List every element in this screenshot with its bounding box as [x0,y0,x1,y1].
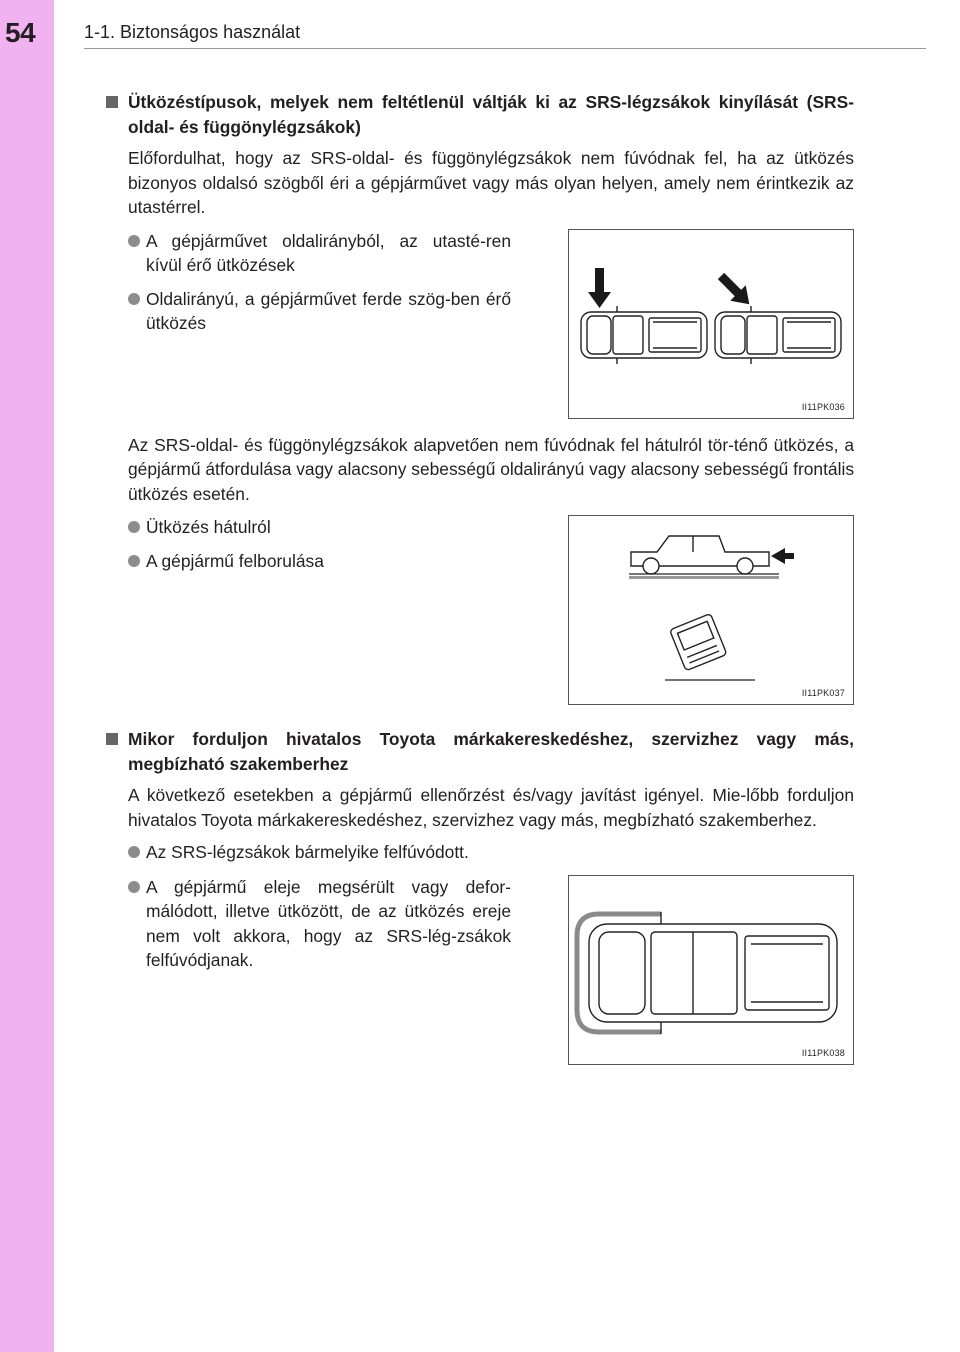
middle-paragraph: Az SRS-oldal- és függönylégzsákok alapvetően nem fúvódnak fel hátulról tör-ténő ütközés, a gépjármű átfordulása vagy alacsony sebességű oldalirányú vagy alacsony sebességű frontális ütközés esetén. [128,434,855,504]
square-bullet-icon [106,733,118,745]
intro-paragraph: Előfordulhat, hogy az SRS-oldal- és függönylégzsákok nem fúvódnak fel, ha az ütközés bizonyos oldalsó szögből éri a gépjárművet vagy más olyan helyen, amely nem érintkezik az utastérrel. [128,148,854,217]
section-heading-collision-types [106,90,854,140]
figure-code: II11PK038 [801,1047,845,1058]
list-item-text: Az SRS-légzsákok bármelyike felfúvódott. [146,842,469,862]
dealer-paragraph: A következő esetekben a gépjármű ellenőrzést és/vagy javítást igényel. Mie-lőbb forduljon hivatalos Toyota márkakereskedéshez, szervizhez vagy más, megbízható szakemberhez. [128,785,854,830]
list-item-text: A gépjármű eleje megsérült vagy defor-málódott, illetve ütközött, de az ütközés ereje nem volt akkora, hogy az SRS-lég-zsákok felfúvódjanak. [146,876,511,970]
list-item [126,229,511,278]
round-bullet-icon [128,846,140,858]
list-item [126,875,511,973]
list-item-text: Oldalirányú, a gépjárművet ferde szög-ben érő ütközés [146,288,511,333]
arrow-down-icon [588,292,611,308]
figure-row-side-collision [106,229,854,419]
figure-row-rear-rollover [106,515,854,705]
side-impact-illustration [569,230,853,418]
round-bullet-icon [128,293,140,305]
figure-front-damage [568,875,854,1065]
figure-code: II11PK036 [801,401,845,412]
arrow-left-icon [771,548,785,564]
round-bullet-icon [128,235,140,247]
figure-row-front-damage [106,875,854,1065]
list-item [126,287,511,336]
list-item-text: Ütközés hátulról [146,517,271,537]
pickup-top-view-icon [581,306,707,364]
rear-rollover-illustration [569,516,853,704]
heading-text: Ütközéstípusok, melyek nem feltétlenül váltják ki az SRS-légzsákok kinyílását (SRS-oldal- és függönylégzsákok) [128,92,854,137]
section-title: 1-1. Biztonságos használat [84,22,301,42]
header-divider [84,48,926,49]
list-item [126,549,511,574]
page-number: 54 [5,17,36,48]
list-item [126,840,854,865]
list-item-text: A gépjárművet oldalirányból, az utasté-ren kívül érő ütközések [146,230,511,275]
heading-text: Mikor forduljon hivatalos Toyota márkakereskedéshez, szervizhez vagy más, megbízható szakemberhez [128,729,854,774]
pickup-top-view-icon [715,306,841,364]
pickup-top-view-icon [589,912,837,1034]
figure-rear-and-rollover [568,515,854,705]
round-bullet-icon [128,555,140,567]
section-heading-contact-dealer [106,727,854,777]
list-item-text: A gépjármű felborulása [146,550,324,571]
list-item [126,515,511,540]
figure-side-impact [568,229,854,419]
square-bullet-icon [106,96,118,108]
side-tab [0,0,54,1352]
pickup-side-view-icon [631,536,769,574]
overturned-pickup-icon [670,614,727,671]
page-content [106,90,854,1065]
figure-code: II11PK037 [801,688,845,698]
round-bullet-icon [128,881,140,893]
round-bullet-icon [128,521,140,533]
front-damage-illustration [569,876,853,1064]
